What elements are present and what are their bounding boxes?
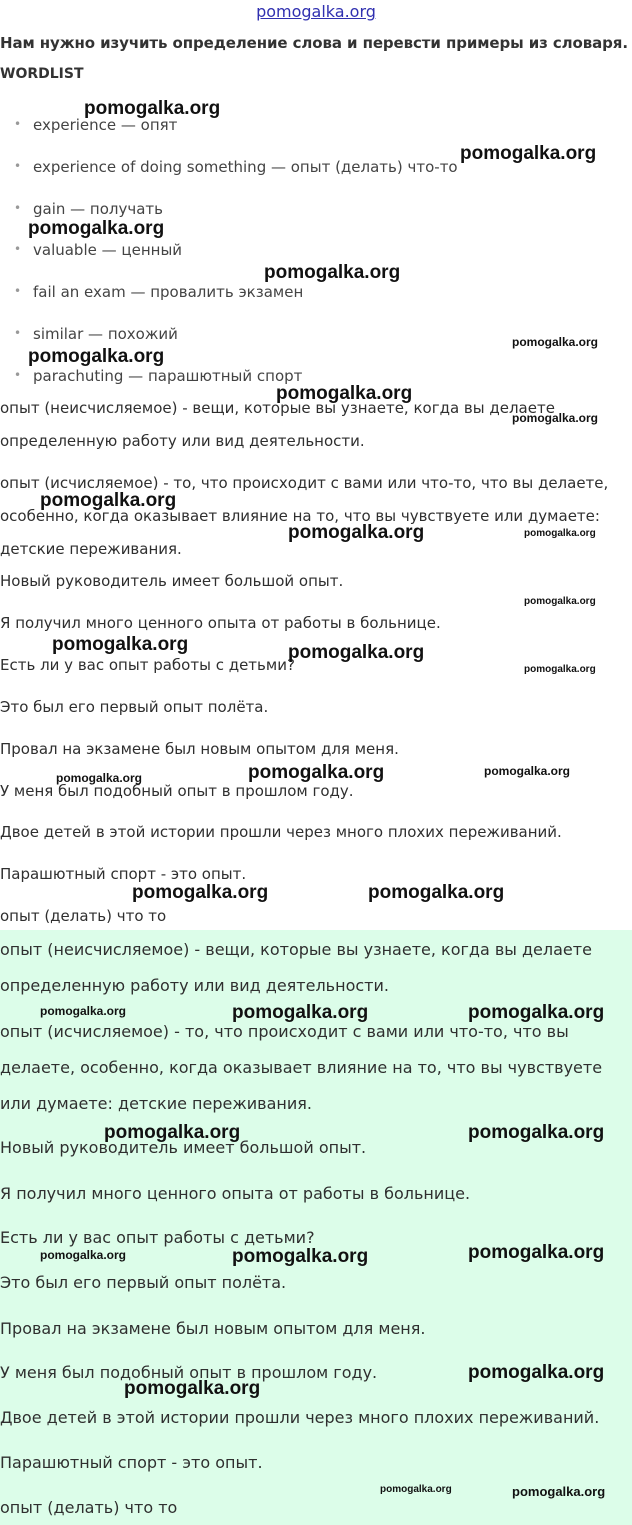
example-sentence: Я получил много ценного опыта от работы в больнице. <box>0 1184 471 1203</box>
example-sentence: опыт (делать) что то <box>0 1498 178 1517</box>
example-sentence: Двое детей в этой истории прошли через много плохих переживаний. <box>0 1408 600 1427</box>
example-sentence: Есть ли у вас опыт работы с детьми? <box>0 656 295 674</box>
example-sentence: Парашютный спорт - это опыт. <box>0 1453 263 1472</box>
watermark: pomogalka.org <box>40 1248 127 1262</box>
watermark: pomogalka.org <box>56 771 143 785</box>
example-sentence: Новый руководитель имеет большой опыт. <box>0 572 344 590</box>
watermark: pomogalka.org <box>468 1242 605 1263</box>
watermark: pomogalka.org <box>524 528 596 539</box>
watermark: pomogalka.org <box>512 411 599 425</box>
paragraph-line: опыт (исчисляемое) - то, что происходит с вами или что-то, что вы делаете, <box>0 474 609 492</box>
watermark: pomogalka.org <box>524 664 596 675</box>
paragraph-line: детские переживания. <box>0 540 182 558</box>
example-sentence: У меня был подобный опыт в прошлом году. <box>0 782 354 800</box>
watermark: pomogalka.org <box>132 882 269 903</box>
watermark: pomogalka.org <box>28 218 165 239</box>
watermark: pomogalka.org <box>368 882 505 903</box>
watermark: pomogalka.org <box>288 642 425 663</box>
watermark: pomogalka.org <box>468 1362 605 1383</box>
watermark: pomogalka.org <box>248 762 385 783</box>
watermark: pomogalka.org <box>232 1002 369 1023</box>
watermark: pomogalka.org <box>40 490 177 511</box>
watermark: pomogalka.org <box>276 383 413 404</box>
example-sentence: Это был его первый опыт полёта. <box>0 698 269 716</box>
paragraph-line: делаете, особенно, когда оказывает влияние на то, что вы чувствуете <box>0 1058 603 1077</box>
task-heading: Нам нужно изучить определение слова и перевсти примеры из словаря. <box>0 34 628 52</box>
watermark: pomogalka.org <box>104 1122 241 1143</box>
watermark: pomogalka.org <box>460 143 597 164</box>
example-sentence: Я получил много ценного опыта от работы в больнице. <box>0 614 441 632</box>
watermark: pomogalka.org <box>468 1002 605 1023</box>
watermark: pomogalka.org <box>28 346 165 367</box>
watermark: pomogalka.org <box>484 764 571 778</box>
example-sentence: Это был его первый опыт полёта. <box>0 1273 287 1292</box>
wordlist-title: WORDLIST <box>0 66 84 82</box>
example-sentence: У меня был подобный опыт в прошлом году. <box>0 1363 378 1382</box>
watermark: pomogalka.org <box>468 1122 605 1143</box>
example-sentence: Двое детей в этой истории прошли через много плохих переживаний. <box>0 823 562 841</box>
watermark: pomogalka.org <box>124 1378 261 1399</box>
watermark: pomogalka.org <box>52 634 189 655</box>
watermark: pomogalka.org <box>512 335 599 349</box>
watermark: pomogalka.org <box>380 1484 452 1495</box>
example-sentence: Есть ли у вас опыт работы с детьми? <box>0 1228 315 1247</box>
paragraph-line: особенно, когда оказывает влияние на то, что вы чувствуете или думаете: <box>0 507 600 525</box>
watermark: pomogalka.org <box>264 262 401 283</box>
example-sentence: Новый руководитель имеет большой опыт. <box>0 1138 367 1157</box>
paragraph-line: определенную работу или вид деятельности. <box>0 432 365 450</box>
watermark: pomogalka.org <box>40 1004 127 1018</box>
watermark: pomogalka.org <box>84 98 221 119</box>
paragraph-line: опыт (неисчисляемое) - вещи, которые вы узнаете, когда вы делаете <box>0 940 592 959</box>
paragraph-line: опыт (неисчисляемое) - вещи, которые вы узнаете, когда вы делаете <box>0 399 555 417</box>
site-link[interactable]: pomogalka.org <box>256 2 376 21</box>
watermark: pomogalka.org <box>524 596 596 607</box>
example-sentence: Провал на экзамене был новым опытом для меня. <box>0 1319 426 1338</box>
paragraph-line: определенную работу или вид деятельности. <box>0 976 389 995</box>
paragraph-line: или думаете: детские переживания. <box>0 1094 312 1113</box>
example-sentence: опыт (делать) что то <box>0 907 167 925</box>
watermark: pomogalka.org <box>288 522 425 543</box>
example-sentence: Провал на экзамене был новым опытом для меня. <box>0 740 399 758</box>
watermark: pomogalka.org <box>232 1246 369 1267</box>
watermark: pomogalka.org <box>512 1484 606 1499</box>
example-sentence: Парашютный спорт - это опыт. <box>0 865 247 883</box>
paragraph-line: опыт (исчисляемое) - то, что происходит с вами или что-то, что вы <box>0 1022 569 1041</box>
